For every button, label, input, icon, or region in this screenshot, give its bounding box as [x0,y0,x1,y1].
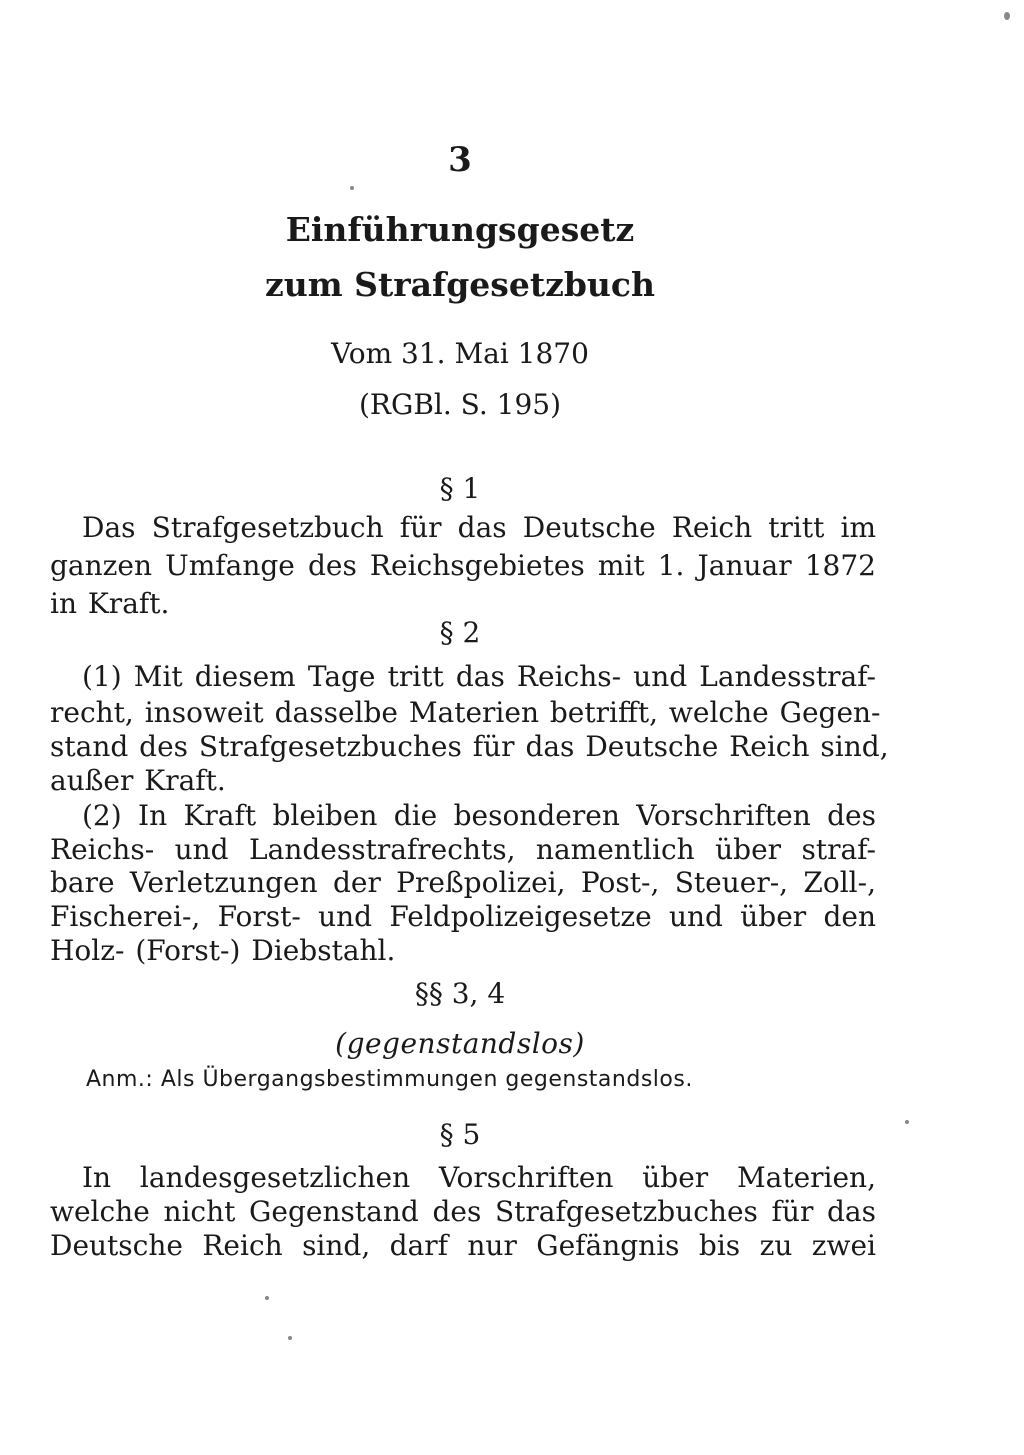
section-5-line: welche nicht Gegenstand des Strafgesetzbuches für das [50,1195,876,1228]
section-2-line: Holz- (Forst-) Diebstahl. [50,934,396,967]
section-3-4-status: (gegenstandslos) [335,1027,585,1060]
section-2-line: (1) Mit diesem Tage tritt das Reichs- und Landesstraf- [82,660,876,693]
section-1-line: in Kraft. [50,587,170,620]
section-5-line: Deutsche Reich sind, darf nur Gefängnis bis zu zwei [50,1229,876,1262]
scan-speck [288,1336,292,1340]
section-1-heading: § 1 [439,472,481,505]
section-2-line: bare Verletzungen der Preßpolizei, Post-, Steuer-, Zoll-, [50,866,876,899]
annotation-note: Anm.: Als Übergangsbestimmungen gegenstandslos. [86,1067,693,1092]
section-5-line: In landesgesetzlichen Vorschriften über Materien, [82,1161,876,1194]
section-2-line: recht, insoweit dasselbe Materien betrifft, welche Gegen- [50,696,881,729]
law-title-line-1: Einführungsgesetz [285,210,635,249]
section-2-line: Reichs- und Landesstrafrechts, namentlich über straf- [50,833,876,866]
section-2-line: Fischerei-, Forst- und Feldpolizeigesetze und über den [50,900,876,933]
scan-speck [1004,12,1010,20]
section-5-heading: § 5 [439,1118,481,1151]
section-3-4-heading: §§ 3, 4 [414,977,506,1010]
scan-speck [905,1120,909,1124]
law-source: (RGBl. S. 195) [358,388,562,421]
law-date: Vom 31. Mai 1870 [331,337,589,370]
document-number: 3 [448,140,472,180]
section-1-line: Das Strafgesetzbuch für das Deutsche Reich tritt im [82,511,876,544]
section-1-line: ganzen Umfange des Reichsgebietes mit 1. Januar 1872 [50,549,876,582]
scan-speck [265,1296,269,1300]
section-2-line: (2) In Kraft bleiben die besonderen Vorschriften des [82,799,876,832]
section-2-heading: § 2 [439,616,481,649]
scan-speck [350,186,354,190]
section-2-line: stand des Strafgesetzbuches für das Deutsche Reich sind, [50,730,889,763]
section-2-line: außer Kraft. [50,764,226,797]
law-title-line-2: zum Strafgesetzbuch [265,265,655,304]
